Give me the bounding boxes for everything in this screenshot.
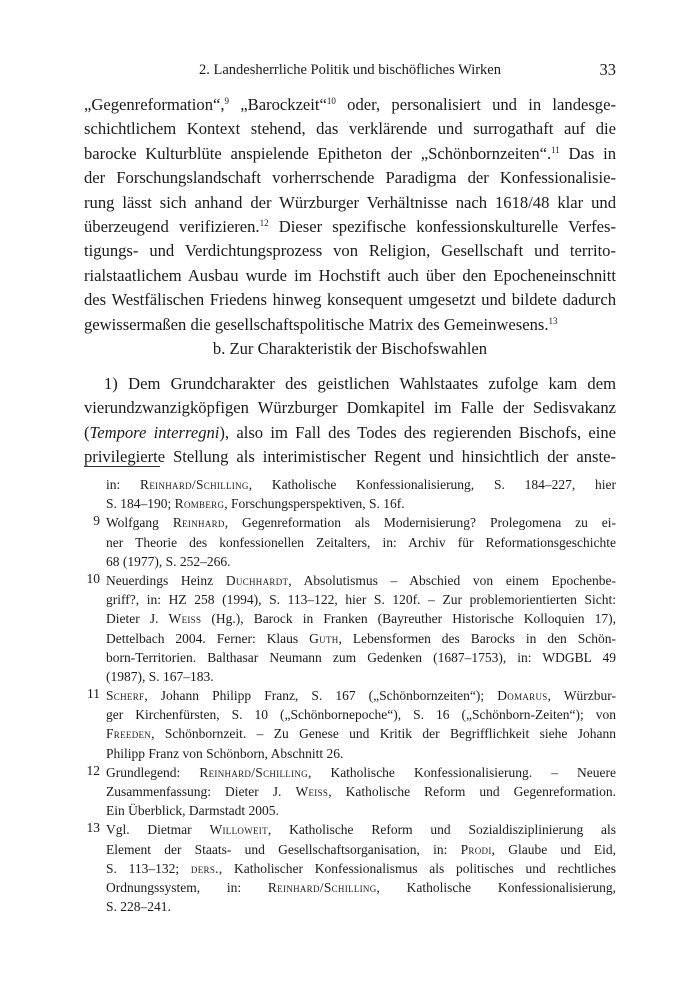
author-name: Reinhard	[172, 515, 225, 531]
footnote-10	[84, 571, 616, 686]
footnote-line	[106, 686, 616, 705]
text-line: schichtlichem Kontext stehend, das verklärende und surrogathaft auf die	[84, 119, 616, 139]
footnote-line	[106, 513, 616, 532]
footnote-line	[106, 494, 616, 513]
footnote-ref: 9	[224, 96, 230, 106]
footnote-line	[106, 820, 616, 839]
text-line: 1) Dem Grundcharakter des geistlichen Wahlstaates zufolge kam dem	[104, 374, 616, 393]
text-segment: , Absolutismus – Abschied von einem Epochenbe-	[288, 572, 616, 588]
footnote-line	[106, 782, 616, 801]
text-line: rialstaatlichem Ausbau wurde im Hochstift auch über den Epocheneinschnitt	[84, 265, 616, 285]
text-segment: Dieser spezifische konfessionskulturelle Verfes-	[268, 216, 616, 236]
author-name: Reinhard/Schilling	[267, 879, 377, 895]
footnote-line	[106, 609, 616, 628]
text-segment: ), also im Fall des Todes des regierenden Bischofs, eine	[219, 422, 616, 442]
footnote-number: 11	[87, 686, 100, 702]
author-name: Domarus	[497, 688, 548, 704]
author-name: ders.	[190, 860, 219, 876]
text-line: privilegierte Stellung als interimistischer Regent und hinsichtlich der anste-	[84, 447, 616, 467]
footnote-line: 68 (1977), S. 252–266.	[106, 553, 231, 569]
footnote-line: ger Kirchenfürsten, S. 10 („Schönbornepoche“), S. 16 („Schönborn-Zeiten“); von	[106, 707, 616, 723]
text-segment: , Johann Philipp Franz, S. 167 („Schönbornzeiten“);	[144, 688, 498, 704]
text-segment: Das in	[559, 143, 617, 163]
text-segment: , Gegenreformation als Modernisierung? Prolegomena zu ei-	[224, 515, 617, 531]
author-name: Guth	[309, 630, 339, 646]
footnote-line: (1987), S. 167–183.	[106, 668, 214, 684]
footnote-9	[84, 513, 616, 571]
text-segment: S. 113–132;	[106, 860, 191, 876]
text-segment: „Barockzeit“	[229, 95, 327, 114]
text-segment: , Katholische Konfessionalisierung, S. 184–227, hier	[248, 477, 616, 492]
text-segment: (Hg.), Barock in Franken (Bayreuther Historische Kolloquien 17),	[201, 611, 616, 627]
author-name: Duchhardt	[225, 572, 289, 588]
footnote-11	[84, 686, 616, 763]
italic-term: Tempore interregni	[89, 422, 220, 442]
text-segment: , Katholische Konfessionalisierung,	[376, 879, 616, 895]
text-segment: Neuerdings Heinz	[106, 572, 226, 588]
text-segment: , Katholische Konfessionalisierung. – Neuere	[307, 764, 617, 780]
running-head-title: 2. Landesherrliche Politik und bischöfliches Wirken	[199, 62, 501, 78]
text-line: des Westfälischen Friedens hinweg konsequent umgesetzt und bildete dadurch	[84, 290, 616, 310]
author-name: Reinhard/Schilling	[140, 477, 249, 492]
text-line	[84, 142, 616, 166]
text-segment: in:	[106, 477, 141, 492]
footnote-line	[106, 629, 616, 648]
footnote-line	[106, 571, 616, 590]
text-segment: , Katholische Reform und Sozialdisziplinierung als	[267, 822, 616, 838]
text-segment: Element der Staats- und Gesellschaftsorganisation, in:	[106, 841, 461, 857]
author-name: Weiss	[168, 611, 202, 627]
text-segment: Zusammenfassung: Dieter J.	[106, 784, 296, 799]
footnote-separator	[84, 466, 160, 467]
footnote-line: Ein Überblick, Darmstadt 2005.	[106, 803, 279, 819]
text-segment: , Würzbur-	[547, 688, 616, 704]
paragraph-2	[84, 372, 616, 470]
footnote-number: 9	[93, 513, 100, 529]
author-name: Prodi	[460, 841, 492, 857]
footnote-line: Philipp Franz von Schönborn, Abschnitt 26.	[106, 745, 344, 761]
footnote-ref: 13	[548, 315, 558, 326]
text-segment: überzeugend verifizieren.	[84, 216, 260, 236]
text-segment: , Katholischer Konfessionalismus als politisches und rechtliches	[218, 860, 616, 876]
footnote-line	[106, 859, 616, 878]
footnote-line	[106, 878, 616, 897]
footnote-12	[84, 763, 616, 821]
footnotes	[84, 475, 616, 916]
text-line: tigungs- und Verdichtungsprozess von Religion, Gesellschaft und territo-	[84, 241, 616, 261]
footnote-line	[106, 763, 616, 782]
text-segment: , Lebensformen des Barocks in den Schön-	[338, 630, 616, 646]
section-heading: b. Zur Charakteristik der Bischofswahlen	[212, 339, 488, 358]
footnote-line: griff?, in: HZ 258 (1994), S. 113–122, hier S. 120f. – Zur problemorientierten Sicht:	[106, 592, 616, 608]
text-line: rung lässt sich anhand der Würzburger Verhältnisse nach 1618/48 klar und	[84, 192, 616, 212]
text-segment: , Katholische Reform und Gegenreformation.	[328, 784, 616, 799]
text-segment: , Schönbornzeit. – Zu Genese und Kritik der Begrifflichkeit siehe Johann	[151, 726, 616, 742]
text-segment: , Glaube und Eid,	[491, 841, 617, 857]
footnote-continuation	[84, 475, 616, 513]
footnote-line	[106, 724, 616, 743]
text-segment: oder, personalisiert und in landesge-	[335, 95, 616, 114]
text-segment: Vgl. Dietmar	[106, 822, 210, 838]
author-name: Scherf	[106, 688, 145, 704]
text-segment: (	[84, 422, 90, 442]
text-segment: „Gegenreformation“,	[84, 95, 225, 114]
author-name: Reinhard/Schilling	[199, 764, 308, 780]
text-segment: barocke Kulturblüte anspielende Epitheton der „Schönbornzeiten“.	[84, 143, 552, 163]
text-segment: Dieter J.	[106, 611, 169, 627]
footnote-line: S. 228–241.	[106, 899, 171, 915]
running-head	[84, 60, 616, 80]
text-segment: gewissermaßen die gesellschaftspolitische Matrix des Gemeinwesens.	[84, 314, 549, 334]
footnote-ref: 10	[326, 96, 336, 106]
author-name: Willoweit	[209, 822, 268, 838]
author-name: Weiss	[295, 784, 329, 799]
text-segment: Grundlegend:	[106, 764, 200, 780]
footnote-ref: 12	[259, 217, 269, 228]
footnote-13	[84, 820, 616, 916]
footnote-ref: 11	[551, 144, 560, 155]
text-line	[84, 93, 616, 117]
text-line: vierundzwanzigköpfigen Würzburger Domkapitel im Falle der Sedisvakanz	[84, 398, 616, 418]
text-segment: Ordnungssystem, in:	[106, 879, 268, 895]
page-number: 33	[599, 60, 616, 79]
footnote-line: born-Territorien. Balthasar Neumann zum Gedenken (1687–1753), in: WDGBL 49	[106, 649, 616, 665]
text-line	[84, 421, 616, 445]
text-segment: Dettelbach 2004. Ferner: Klaus	[106, 630, 310, 646]
footnote-number: 12	[86, 762, 100, 778]
author-name: Romberg	[174, 496, 225, 512]
text-line	[84, 215, 616, 239]
footnote-line	[106, 840, 616, 859]
footnote-line	[106, 475, 616, 494]
text-line: der Forschungslandschaft vorherrschende Paradigma der Konfessionalisie-	[84, 168, 616, 188]
footnote-number: 10	[86, 570, 100, 586]
text-segment: , Forschungsperspektiven, S. 16f.	[224, 496, 405, 512]
text-segment: Wolfgang	[106, 515, 173, 531]
author-name: Freeden	[106, 726, 152, 742]
text-line	[84, 313, 616, 337]
paragraph-1	[84, 93, 616, 337]
footnote-number: 13	[86, 820, 100, 836]
footnote-line: ner Theorie des konfessionellen Zeitalters, in: Archiv für Reformationsgeschichte	[106, 534, 616, 550]
text-segment: S. 184–190;	[106, 496, 175, 512]
